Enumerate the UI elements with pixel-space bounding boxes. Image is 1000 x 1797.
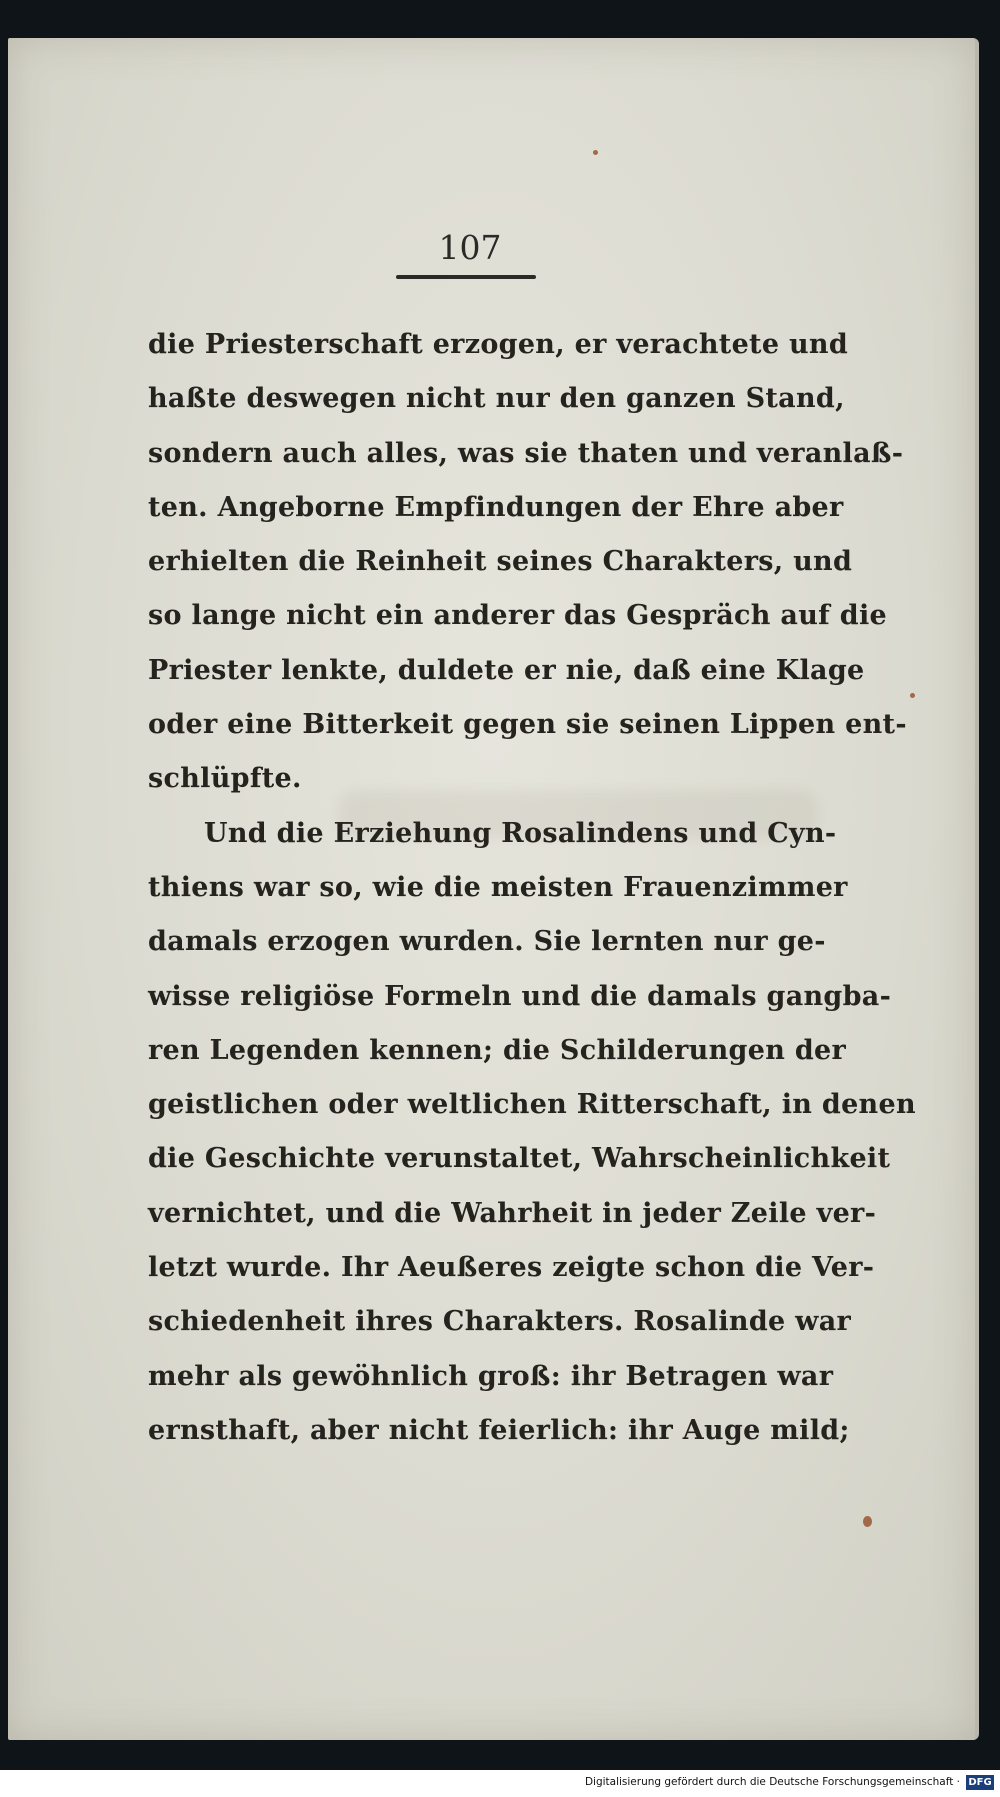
text-line: sondern auch alles, was sie thaten und veranlaß- xyxy=(148,437,904,469)
paper-speck xyxy=(863,1516,872,1527)
text-line: haßte deswegen nicht nur den ganzen Stand, xyxy=(148,383,845,415)
page-number-rule xyxy=(396,275,536,279)
text-line: wisse religiöse Formeln und die damals gangba- xyxy=(148,980,892,1012)
text-line: thiens war so, wie die meisten Frauenzimmer xyxy=(148,871,848,903)
text-line: die Priesterschaft erzogen, er verachtete und xyxy=(148,329,849,360)
text-line: geistlichen oder weltlichen Ritterschaft, in denen xyxy=(148,1089,916,1121)
dfg-logo: DFG xyxy=(966,1775,994,1790)
text-line: letzt wurde. Ihr Aeußeres zeigte schon die Ver- xyxy=(148,1252,875,1284)
text-line: so lange nicht ein anderer das Gespräch auf die xyxy=(148,600,887,632)
text-line: vernichtet, und die Wahrheit in jeder Zeile ver- xyxy=(148,1197,877,1229)
text-line: die Geschichte verunstaltet, Wahrscheinlichkeit xyxy=(148,1143,891,1175)
paper-speck xyxy=(593,150,598,155)
text-line: ren Legenden kennen; die Schilderungen der xyxy=(148,1034,847,1066)
page-number: 107 xyxy=(438,228,502,267)
text-line: oder eine Bitterkeit gegen sie seinen Lippen ent- xyxy=(148,709,907,741)
funding-credit: Digitalisierung gefördert durch die Deutsche Forschungsgemeinschaft · xyxy=(584,1776,960,1788)
text-line: schiedenheit ihres Charakters. Rosalinde war xyxy=(148,1306,852,1338)
body-text xyxy=(148,318,916,1458)
paper-speck xyxy=(910,693,915,698)
text-line: ten. Angeborne Empfindungen der Ehre aber xyxy=(148,491,844,523)
text-line: schlüpfte. xyxy=(148,763,302,795)
text-line: erhielten die Reinheit seines Charakters, und xyxy=(148,546,853,578)
text-line: damals erzogen wurden. Sie lernten nur ge- xyxy=(148,926,826,958)
text-line: ernsthaft, aber nicht feierlich: ihr Auge mild; xyxy=(148,1414,850,1446)
credit-bar xyxy=(0,1770,1000,1797)
text-line: Priester lenkte, duldete er nie, daß eine Klage xyxy=(148,654,865,686)
text-line: mehr als gewöhnlich groß: ihr Betragen war xyxy=(148,1360,834,1392)
text-line: Und die Erziehung Rosalindens und Cyn- xyxy=(204,817,837,849)
